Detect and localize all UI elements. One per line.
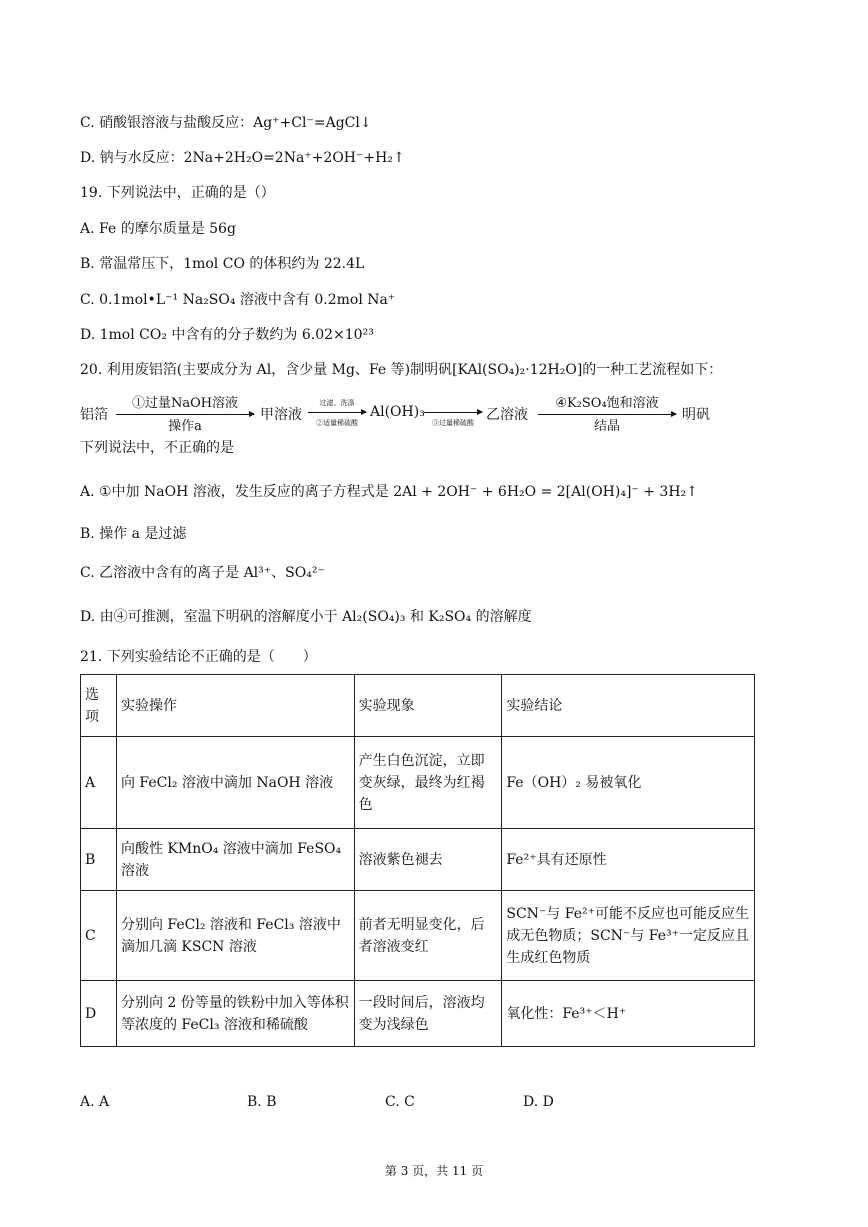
table-row [81,829,755,891]
q20-sub-stem: 下列说法中，不正确的是 [80,440,234,456]
table-header: 实验操作 [116,675,354,737]
flow-step1-operation: 操作a [168,419,202,434]
flow-mid-1: 甲溶液 [260,407,302,423]
q20-option-b: B. 操作 a 是过滤 [80,526,187,542]
q20-stem: 20. 利用废铝箔(主要成分为 Al，含少量 Mg、Fe 等)制明矾[KAl(SO₄)₂·12H₂O]的一种工艺流程如下： [80,362,723,378]
table-cell: 溶液紫色褪去 [354,829,502,891]
q19-stem: 19. 下列说法中，正确的是（） [80,185,275,201]
q18-option-c: C. 硝酸银溶液与盐酸反应：Ag⁺+Cl⁻=AgCl↓ [80,115,372,131]
flow-step2-bottom: ②适量稀硫酸 [316,419,358,427]
table-cell: 氧化性：Fe³⁺＜H⁺ [502,981,755,1047]
table-row [81,981,755,1047]
table-cell: Fe²⁺具有还原性 [502,829,755,891]
flow-arrow-3 [424,412,482,413]
table-header: 实验现象 [354,675,502,737]
flow-mid-2: Al(OH)₃ [370,404,425,420]
page-footer: 第 3 页，共 11 页 [384,1164,484,1178]
flow-step3-bottom: ③过量稀硫酸 [432,419,474,427]
table-row [81,891,755,981]
flow-step1-reagent: ①过量NaOH溶液 [131,396,239,411]
table-row [81,737,755,829]
q20-option-d: D. 由④可推测，室温下明矾的溶解度小于 Al₂(SO₄)₃ 和 K₂SO₄ 的溶解度 [80,609,532,625]
table-cell: 向酸性 KMnO₄ 溶液中滴加 FeSO₄ 溶液 [116,829,354,891]
table-header: 选项 [81,675,117,737]
flow-start: 铝箔 [80,407,108,423]
table-cell: D [81,981,117,1047]
flow-step4-operation: 结晶 [593,419,620,434]
experiment-table [80,674,755,1047]
q19-option-b: B. 常温常压下，1mol CO 的体积约为 22.4L [80,256,365,272]
table-cell: 分别向 FeCl₂ 溶液和 FeCl₃ 溶液中滴加几滴 KSCN 溶液 [116,891,354,981]
q21-option-a: A. A [80,1094,110,1110]
flow-mid-3: 乙溶液 [486,407,528,423]
table-cell: SCN⁻与 Fe²⁺可能不反应也可能反应生成无色物质；SCN⁻与 Fe³⁺一定反应且生成红色物质 [502,891,755,981]
q21-option-b: B. B [247,1094,277,1110]
q18-option-d: D. 钠与水反应：2Na+2H₂O=2Na⁺+2OH⁻+H₂↑ [80,150,405,166]
q20-option-a: A. ①中加 NaOH 溶液，发生反应的离子方程式是 2Al + 2OH⁻ + 6H₂O = 2[Al(OH)₄]⁻ + 3H₂↑ [80,484,698,500]
q19-option-c: C. 0.1mol•L⁻¹ Na₂SO₄ 溶液中含有 0.2mol Na⁺ [80,292,396,308]
table-cell: Fe（OH）₂ 易被氧化 [502,737,755,829]
table-cell: A [81,737,117,829]
flow-arrow-2 [308,412,366,413]
table-cell: 一段时间后，溶液均变为浅绿色 [354,981,502,1047]
q19-option-a: A. Fe 的摩尔质量是 56g [80,221,236,237]
process-flow-diagram [80,396,760,436]
q19-option-d: D. 1mol CO₂ 中含有的分子数约为 6.02×10²³ [80,327,374,343]
flow-step2-top: 过滤、洗涤 [319,399,355,407]
table-cell: 前者无明显变化，后者溶液变红 [354,891,502,981]
table-cell: 产生白色沉淀，立即变灰绿，最终为红褐色 [354,737,502,829]
q20-option-c: C. 乙溶液中含有的离子是 Al³⁺、SO₄²⁻ [80,565,325,581]
table-cell: 分别向 2 份等量的铁粉中加入等体积等浓度的 FeCl₃ 溶液和稀硫酸 [116,981,354,1047]
table-cell: C [81,891,117,981]
q21-option-d: D. D [523,1094,554,1110]
flow-end: 明矾 [682,407,710,423]
flow-step4-reagent: ④K₂SO₄饱和溶液 [555,396,659,411]
table-header-row [81,675,755,737]
q21-option-c: C. C [385,1094,415,1110]
q21-stem: 21. 下列实验结论不正确的是（ ） [80,649,317,665]
table-header: 实验结论 [502,675,755,737]
table-cell: 向 FeCl₂ 溶液中滴加 NaOH 溶液 [116,737,354,829]
table-cell: B [81,829,117,891]
q21-options [0,1094,868,1114]
